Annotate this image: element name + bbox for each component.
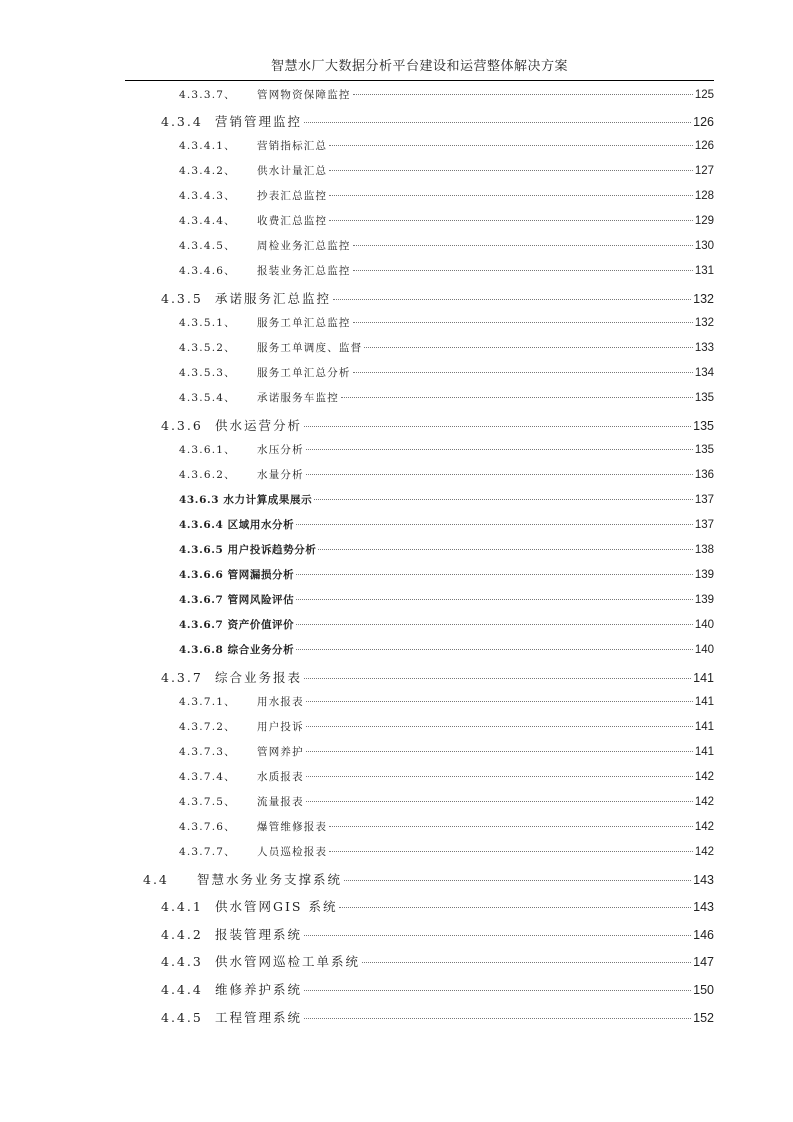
toc-entry-title: 4.3.6.6 管网漏损分析 bbox=[179, 569, 295, 581]
toc-entry-title: 4.3.6.7 管网风险评估 bbox=[179, 594, 295, 606]
toc-entry[interactable] bbox=[179, 617, 714, 632]
toc-entry-title: 工程管理系统 bbox=[215, 1010, 303, 1025]
toc-entry[interactable] bbox=[179, 467, 714, 482]
toc-entry-title: 流量报表 bbox=[257, 796, 304, 808]
toc-entry-title: 管网物资保障监控 bbox=[257, 89, 351, 101]
toc-entry-number: 4.3.7 bbox=[161, 670, 203, 685]
toc-entry-page-number: 142 bbox=[694, 846, 714, 858]
toc-entry[interactable] bbox=[161, 952, 714, 970]
toc-dot-leader bbox=[329, 170, 693, 171]
toc-entry-page-number: 141 bbox=[694, 746, 714, 758]
toc-entry[interactable] bbox=[179, 744, 714, 759]
toc-entry-page-number: 135 bbox=[693, 419, 714, 433]
toc-dot-leader bbox=[344, 880, 691, 881]
toc-entry-number: 4.3.4.3、 bbox=[179, 190, 236, 202]
toc-entry[interactable] bbox=[179, 844, 714, 859]
toc-entry[interactable] bbox=[161, 980, 714, 998]
toc-entry-number: 4.3.6 bbox=[161, 418, 203, 433]
toc-entry-page-number: 138 bbox=[694, 544, 714, 556]
toc-dot-leader bbox=[314, 499, 693, 500]
toc-entry-title: 供水管网GIS 系统 bbox=[215, 899, 338, 914]
toc-entry-page-number: 152 bbox=[693, 1011, 714, 1025]
toc-entry[interactable] bbox=[179, 794, 714, 809]
toc-entry-number: 4.3.7.7、 bbox=[179, 846, 236, 858]
toc-entry-page-number: 127 bbox=[694, 165, 714, 177]
toc-dot-leader bbox=[304, 990, 691, 991]
toc-entry-number: 4.4.3 bbox=[161, 954, 203, 969]
toc-entry[interactable] bbox=[179, 517, 714, 532]
toc-entry-number: 4.3.5.2、 bbox=[179, 342, 236, 354]
toc-entry-page-number: 136 bbox=[694, 469, 714, 481]
toc-entry[interactable] bbox=[179, 819, 714, 834]
toc-dot-leader bbox=[304, 1018, 691, 1019]
toc-dot-leader bbox=[296, 599, 693, 600]
toc-dot-leader bbox=[339, 907, 691, 908]
toc-entry-page-number: 140 bbox=[694, 644, 714, 656]
toc-dot-leader bbox=[333, 299, 691, 300]
toc-dot-leader bbox=[296, 624, 693, 625]
toc-entry[interactable] bbox=[161, 289, 714, 307]
toc-entry[interactable] bbox=[179, 492, 714, 507]
toc-dot-leader bbox=[353, 245, 693, 246]
toc-entry-page-number: 131 bbox=[694, 265, 714, 277]
toc-entry-title: 用户投诉 bbox=[257, 721, 304, 733]
toc-entry-number: 4.3.4.1、 bbox=[179, 140, 236, 152]
toc-dot-leader bbox=[362, 962, 691, 963]
page-header-title: 智慧水厂大数据分析平台建设和运营整体解决方案 bbox=[270, 59, 568, 74]
toc-entry-title: 报装管理系统 bbox=[215, 927, 303, 942]
toc-entry-title: 承诺服务汇总监控 bbox=[215, 291, 332, 306]
toc-entry[interactable] bbox=[161, 112, 714, 130]
toc-entry-page-number: 141 bbox=[693, 671, 714, 685]
toc-entry-number: 4.3.6.2、 bbox=[179, 469, 236, 481]
toc-entry-page-number: 142 bbox=[694, 821, 714, 833]
toc-entry-number: 4.3.7.2、 bbox=[179, 721, 236, 733]
toc-entry-page-number: 129 bbox=[694, 215, 714, 227]
toc-dot-leader bbox=[306, 449, 693, 450]
toc-entry-title: 用水报表 bbox=[257, 696, 304, 708]
toc-entry-page-number: 140 bbox=[694, 619, 714, 631]
toc-entry[interactable] bbox=[179, 365, 714, 380]
toc-dot-leader bbox=[329, 145, 693, 146]
toc-dot-leader bbox=[318, 549, 692, 550]
toc-entry[interactable] bbox=[179, 87, 714, 102]
toc-entry[interactable] bbox=[179, 719, 714, 734]
toc-entry[interactable] bbox=[179, 592, 714, 607]
toc-dot-leader bbox=[329, 195, 693, 196]
toc-entry-page-number: 132 bbox=[694, 317, 714, 329]
toc-entry[interactable] bbox=[179, 315, 714, 330]
toc-entry-page-number: 139 bbox=[694, 594, 714, 606]
toc-entry[interactable] bbox=[179, 769, 714, 784]
toc-entry-number: 4.3.7.3、 bbox=[179, 746, 236, 758]
toc-entry-title: 管网养护 bbox=[257, 746, 304, 758]
toc-dot-leader bbox=[341, 397, 693, 398]
toc-dot-leader bbox=[296, 524, 693, 525]
toc-dot-leader bbox=[353, 372, 693, 373]
toc-entry[interactable] bbox=[179, 263, 714, 278]
toc-entry[interactable] bbox=[179, 213, 714, 228]
toc-entry-title: 爆管维修报表 bbox=[257, 821, 328, 833]
toc-entry-page-number: 139 bbox=[694, 569, 714, 581]
toc-entry-page-number: 142 bbox=[694, 771, 714, 783]
toc-entry-page-number: 133 bbox=[694, 342, 714, 354]
toc-entry-page-number: 132 bbox=[693, 292, 714, 306]
toc-entry-page-number: 141 bbox=[694, 721, 714, 733]
toc-entry[interactable] bbox=[179, 163, 714, 178]
toc-entry-number: 4.4.5 bbox=[161, 1010, 203, 1025]
toc-entry-title: 维修养护系统 bbox=[215, 982, 303, 997]
toc-entry-title: 服务工单调度、监督 bbox=[257, 342, 363, 354]
toc-entry-title: 收费汇总监控 bbox=[257, 215, 328, 227]
toc-entry-page-number: 143 bbox=[693, 873, 714, 887]
toc-entry-title: 供水运营分析 bbox=[215, 418, 303, 433]
toc-entry-title: 水量分析 bbox=[257, 469, 304, 481]
toc-entry-number: 4.3.4.2、 bbox=[179, 165, 236, 177]
toc-entry[interactable] bbox=[179, 567, 714, 582]
toc-entry-title: 供水管网巡检工单系统 bbox=[215, 954, 361, 969]
toc-dot-leader bbox=[306, 801, 693, 802]
toc-entry[interactable] bbox=[161, 1008, 714, 1026]
toc-entry-number: 4.3.7.5、 bbox=[179, 796, 236, 808]
toc-entry-number: 4.4.4 bbox=[161, 982, 203, 997]
toc-dot-leader bbox=[304, 678, 691, 679]
toc-entry-title: 4.3.6.7 资产价值评价 bbox=[179, 619, 295, 631]
toc-entry-page-number: 150 bbox=[693, 983, 714, 997]
toc-dot-leader bbox=[329, 826, 693, 827]
toc-dot-leader bbox=[364, 347, 693, 348]
toc-dot-leader bbox=[329, 220, 693, 221]
toc-entry-title: 水质报表 bbox=[257, 771, 304, 783]
toc-entry-page-number: 147 bbox=[693, 955, 714, 969]
toc-entry-title: 4.3.6.4 区域用水分析 bbox=[179, 519, 295, 531]
header-divider bbox=[125, 80, 714, 81]
toc-entry-number: 4.3.4 bbox=[161, 114, 203, 129]
toc-dot-leader bbox=[306, 751, 693, 752]
toc-entry-page-number: 143 bbox=[693, 900, 714, 914]
toc-entry-title: 水压分析 bbox=[257, 444, 304, 456]
toc-entry-number: 4.3.4.6、 bbox=[179, 265, 236, 277]
toc-entry-page-number: 142 bbox=[694, 796, 714, 808]
toc-entry-title: 智慧水务业务支撑系统 bbox=[197, 872, 343, 887]
toc-entry-title: 人员巡检报表 bbox=[257, 846, 328, 858]
toc-entry[interactable] bbox=[161, 925, 714, 943]
toc-entry-page-number: 146 bbox=[693, 928, 714, 942]
toc-entry[interactable] bbox=[179, 390, 714, 405]
toc-entry-page-number: 134 bbox=[694, 367, 714, 379]
toc-entry-page-number: 126 bbox=[694, 140, 714, 152]
toc-entry[interactable] bbox=[179, 542, 714, 557]
toc-entry-page-number: 128 bbox=[694, 190, 714, 202]
toc-entry-title: 营销指标汇总 bbox=[257, 140, 328, 152]
toc-entry-title: 供水计量汇总 bbox=[257, 165, 328, 177]
toc-dot-leader bbox=[353, 270, 693, 271]
toc-entry-number: 4.3.5.1、 bbox=[179, 317, 236, 329]
toc-entry-title: 周检业务汇总监控 bbox=[257, 240, 351, 252]
toc-entry-title: 承诺服务车监控 bbox=[257, 392, 339, 404]
toc-entry-title: 综合业务报表 bbox=[215, 670, 303, 685]
toc-entry-number: 4.3.3.7、 bbox=[179, 89, 236, 101]
toc-dot-leader bbox=[306, 726, 693, 727]
toc-entry-number: 4.3.5.4、 bbox=[179, 392, 236, 404]
toc-dot-leader bbox=[306, 474, 693, 475]
toc-entry-number: 4.3.5 bbox=[161, 291, 203, 306]
toc-entry-page-number: 137 bbox=[694, 494, 714, 506]
toc-dot-leader bbox=[353, 94, 693, 95]
toc-entry-title: 43.6.3 水力计算成果展示 bbox=[179, 494, 313, 506]
toc-entry-page-number: 126 bbox=[693, 115, 714, 129]
toc-dot-leader bbox=[296, 574, 693, 575]
toc-dot-leader bbox=[304, 426, 691, 427]
toc-entry[interactable] bbox=[161, 668, 714, 686]
toc-entry-number: 4.4 bbox=[143, 872, 169, 887]
toc-entry-page-number: 141 bbox=[694, 696, 714, 708]
toc-dot-leader bbox=[329, 851, 693, 852]
toc-entry-title: 4.3.6.8 综合业务分析 bbox=[179, 644, 295, 656]
toc-entry-number: 4.3.4.5、 bbox=[179, 240, 236, 252]
toc-entry-number: 4.3.7.1、 bbox=[179, 696, 236, 708]
toc-entry[interactable] bbox=[179, 642, 714, 657]
toc-entry-title: 服务工单汇总分析 bbox=[257, 367, 351, 379]
toc-entry[interactable] bbox=[161, 416, 714, 434]
toc-entry[interactable] bbox=[143, 870, 714, 888]
toc-entry-page-number: 137 bbox=[694, 519, 714, 531]
toc-entry[interactable] bbox=[161, 897, 714, 915]
toc-dot-leader bbox=[306, 776, 693, 777]
toc-entry[interactable] bbox=[179, 694, 714, 709]
toc-dot-leader bbox=[306, 701, 693, 702]
toc-entry-page-number: 125 bbox=[694, 89, 714, 101]
toc-dot-leader bbox=[353, 322, 693, 323]
toc-dot-leader bbox=[304, 122, 691, 123]
toc-entry-title: 4.3.6.5 用户投诉趋势分析 bbox=[179, 544, 317, 556]
toc-entry-number: 4.3.4.4、 bbox=[179, 215, 236, 227]
toc-entry-number: 4.3.6.1、 bbox=[179, 444, 236, 456]
toc-entry-title: 服务工单汇总监控 bbox=[257, 317, 351, 329]
toc-entry-number: 4.4.1 bbox=[161, 899, 203, 914]
toc-entry[interactable] bbox=[179, 188, 714, 203]
toc-dot-leader bbox=[304, 935, 691, 936]
toc-entry-title: 抄表汇总监控 bbox=[257, 190, 328, 202]
toc-entry-number: 4.3.5.3、 bbox=[179, 367, 236, 379]
toc-entry-page-number: 135 bbox=[694, 392, 714, 404]
toc-dot-leader bbox=[296, 649, 693, 650]
toc-entry-number: 4.3.7.6、 bbox=[179, 821, 236, 833]
toc-entry-title: 营销管理监控 bbox=[215, 114, 303, 129]
toc-entry-number: 4.3.7.4、 bbox=[179, 771, 236, 783]
toc-entry[interactable] bbox=[179, 442, 714, 457]
toc-entry[interactable] bbox=[179, 238, 714, 253]
toc-entry[interactable] bbox=[179, 340, 714, 355]
toc-entry-page-number: 135 bbox=[694, 444, 714, 456]
toc-entry-page-number: 130 bbox=[694, 240, 714, 252]
toc-entry[interactable] bbox=[179, 138, 714, 153]
toc-entry-number: 4.4.2 bbox=[161, 927, 203, 942]
toc-entry-title: 报装业务汇总监控 bbox=[257, 265, 351, 277]
